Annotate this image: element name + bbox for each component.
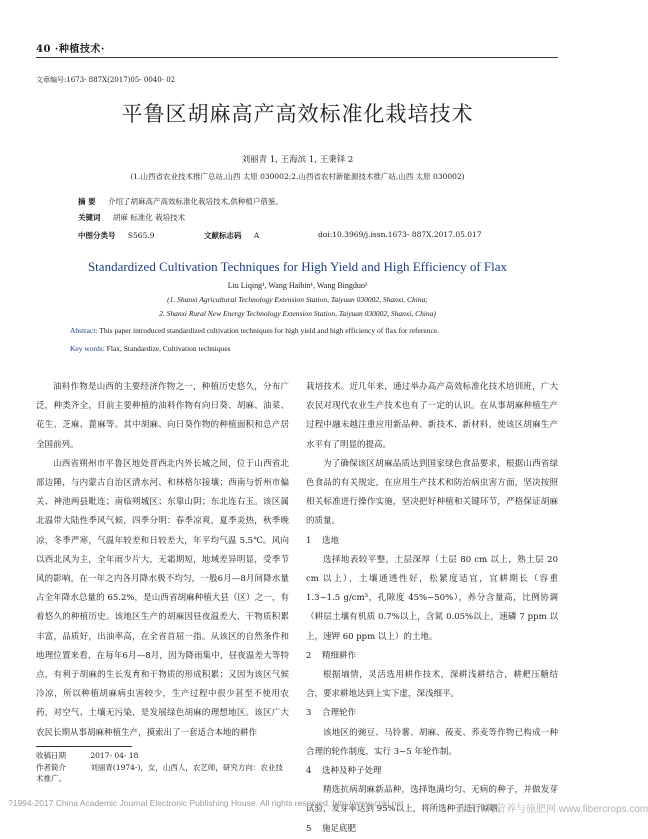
section-number: 4	[306, 766, 312, 777]
received-date	[36, 750, 138, 761]
abstract-cn	[78, 196, 283, 207]
body-paragraph: 油料作物是山西的主要经济作物之一，种植历史悠久，分布广泛，种类齐全，目前主要种植的油料作物有向日葵、胡麻、油菜、花生、芝麻、蓖麻等。其中胡麻、向日葵作物的种植面积和总产居全国前列。	[36, 382, 289, 450]
section-title: 合理轮作	[322, 708, 357, 719]
abstract-cn-label: 摘 要	[78, 197, 96, 206]
section-number: 3	[306, 708, 312, 719]
section-text: 该地区的豌豆、马铃薯、胡麻、莜麦、荞麦等作物已构成一种合理的轮作制度，实行 3~5 年轮作制。	[306, 727, 558, 757]
affiliation-cn: (1.山西省农业技术推广总站,山西 太原 030002;2.山西省农村新能源技术推广站,山西 太原 030002)	[130, 172, 465, 181]
document-code	[204, 230, 259, 241]
body-paragraph: 为了确保该区胡麻品质达到国家绿色食品要求，根据山西省绿色食品的有关规定，在应用生产技术和防治病虫害方面，坚决按照相关标准进行操作实施，坚决把好种植和关键环节，严格保证胡麻的质量。	[306, 458, 558, 527]
footnote-rule	[36, 746, 132, 747]
title-cn: 平鲁区胡麻高产高效标准化栽培技术	[121, 102, 474, 126]
received-value: 2017- 04- 18	[90, 751, 139, 760]
copyright-notice: ?1994-2017 China Academic Journal Electronic Publishing House. All rights reserved. http://www.cnki.net	[8, 798, 404, 808]
title-en: Standardized Cultivation Techniques for High Yield and High Efficiency of Flax	[87, 259, 508, 274]
section-title: 选种及种子处理	[322, 766, 382, 777]
received-label: 收稿日期	[36, 751, 66, 760]
author-bio-label: 作者简介	[36, 763, 66, 772]
section-title: 精细耕作	[322, 650, 357, 661]
keywords-cn-label: 关键词	[78, 213, 101, 222]
journal-section: ·种植技术·	[54, 44, 105, 55]
keywords-cn	[78, 212, 185, 223]
author-bio-text: 刘丽青(1974-)，女，山西人，农艺师，研究方向：农业技术推广。	[36, 763, 283, 783]
clc-number	[78, 230, 155, 241]
abstract-en-label: Abstract:	[70, 326, 98, 335]
body-paragraph: 山西省朔州市平鲁区地处晋西北内外长城之间，位于山西省北部边陲，与内蒙古自治区清水河、和林格尔接壤；西南与忻州市偏关、神池两县毗连；南临朔城区；东靠山阴；东北连右玉。该区属北温带大陆性季风气候，四季分明：春季凉爽，夏季炎热，秋季晚凉，冬季严寒，气温年较差和日较差大，年平均气温 5.5℃。风向以西北风为主，全年雨少片大，无霜期短，地域差异明显，受季节风的影响，在一年之内各月降水极不均匀，一般6月—8月间降水量占全年降水总量的 65.2%，是山西省胡麻种植大县（区）之一，有着悠久的种植历史。该地区生产的胡麻因昼夜温差大，干物质积累丰富，品质好，出油率高，在全省首屈一指。从该区的自然条件和地理位置来看，在每年6月—8月，因为降雨集中，昼夜温差大等特点，有利于胡麻的生长发育和干物质的形成积累；又因为该区气候冷凉，所以种植胡麻病虫害较少，生产过程中很少甚至不使用农药，对空气、土壤无污染，是发展绿色胡麻的理想地区。该区广大农民长期从事胡麻种植生产，摸索出了一套适合本地的耕作	[36, 458, 289, 738]
affiliation-en-2: 2. Shanxi Rural New Energy Technology Extension Station, Taiyuan 030002, Shanxi, China)	[159, 309, 436, 318]
section-text: 选择地表较平整，土层深厚（土层 80 cm 以上，熟土层 20 cm 以上），土壤通透性好，松紧度适宜，宜耕期长（容重 1.3~1.5 g/cm³，孔隙度 45%~50%），养分含量高，比例协调（耕层土壤有机质 0.7%以上，含氮 0.05%以上，速磷 7 ppm 以上，速钾 60 ppm 以上）的土地。	[306, 554, 558, 642]
body-paragraph: 栽培技术。近几年来，通过举办高产高效标准化技术培训班，广大农民对现代农业生产技术也有了一定的认识。在从事胡麻种植生产过程中融未越注重应用新品种、新技术、新材料，使该区胡麻生产水平有了明显的提高。	[306, 382, 558, 450]
section-heading	[306, 532, 558, 551]
author-bio	[36, 762, 289, 784]
running-header	[36, 40, 105, 55]
authors-en: Liu Liqing¹, Wang Haibin¹, Wang Bingduo²	[227, 281, 368, 290]
affiliation-en-1: (1. Shanxi Agricultural Technology Extension Station, Taiyuan 030002, Shanxi, China;	[167, 295, 428, 304]
section-heading	[306, 647, 558, 666]
abstract-cn-text: 介绍了胡麻高产高效标准化栽培技术,供种植户借鉴。	[108, 197, 283, 206]
section-number: 2	[306, 650, 312, 661]
body-right-column	[306, 378, 558, 839]
keywords-en-text: Flax, Standardize, Cultivation techniques	[106, 344, 231, 353]
keywords-en-label: Key words:	[70, 344, 105, 353]
section-heading	[306, 762, 558, 781]
doc-label: 文献标志码	[204, 231, 242, 240]
keywords-cn-text: 胡麻 标准化 栽培技术	[112, 213, 186, 222]
section-number: 1	[306, 535, 312, 546]
clc-value: S565.9	[127, 231, 155, 240]
abstract-en-text: This paper introduced standardized cultivation techniques for high yield and high efficiency of flax for reference.	[99, 326, 439, 335]
section-heading	[306, 704, 558, 723]
doi: doi:10.3969/j.issn.1673- 887X.2017.05.017	[318, 230, 482, 239]
authors-cn: 刘丽青 1, 王海滨 1, 王秉铎 2	[241, 155, 354, 165]
body-left-column	[36, 378, 289, 743]
watermark-text: 藤瑞作物营养与施肥网 www.fibercrops.com	[456, 804, 648, 815]
section-text: 精选抗病胡麻新品种，选择饱满均匀、无病的种子，并做发芽试验，发芽率达到 95%以上，将所选种子进行晾晒。	[306, 785, 558, 815]
page-number: 40	[36, 44, 51, 55]
section-title: 施足底肥	[322, 823, 357, 834]
clc-label: 中图分类号	[78, 231, 116, 240]
article-number: 文章编号:1673- 887X(2017)05- 0040- 02	[36, 76, 176, 84]
abstract-en	[70, 326, 540, 336]
section-title: 选地	[322, 535, 340, 546]
keywords-en	[70, 344, 540, 353]
section-text: 根据墒情，灵活选用耕作技术，深耕浅耕结合，耕耙压糖结合，要求耕地达到上实下虚，深浅细平。	[306, 670, 558, 700]
section-heading	[306, 820, 558, 839]
header-rule	[36, 57, 558, 58]
doc-value: A	[253, 231, 260, 240]
section-number: 5	[306, 823, 312, 834]
